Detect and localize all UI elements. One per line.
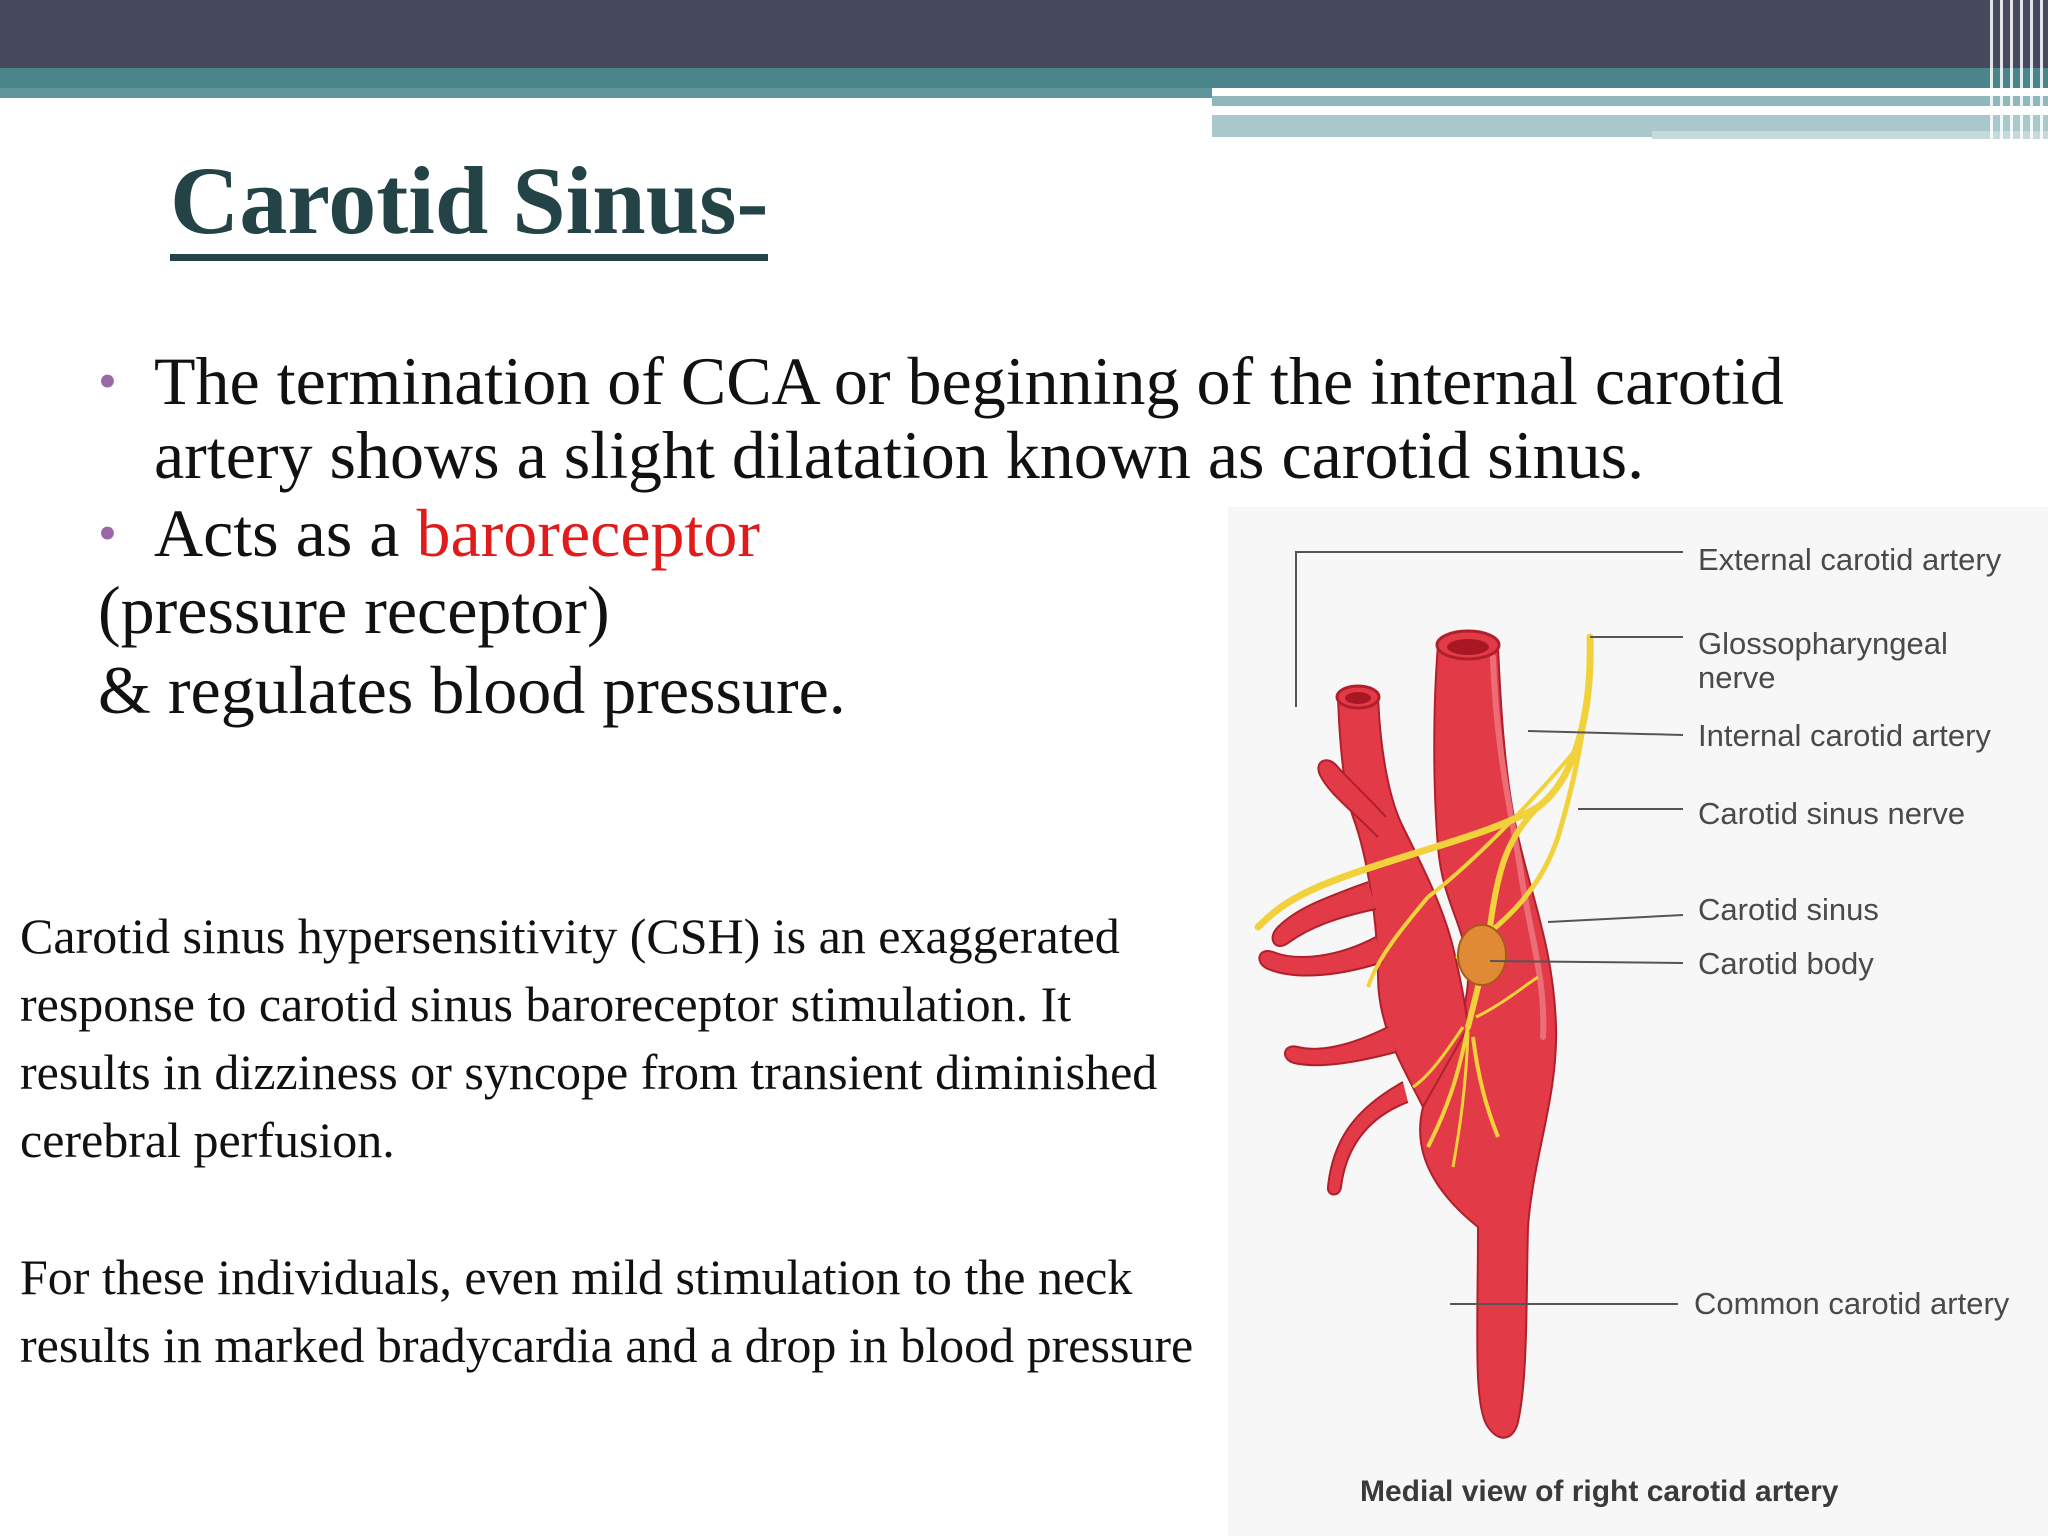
header-band-light: [1212, 96, 2048, 106]
slide-title: Carotid Sinus-: [170, 148, 768, 261]
csh-effects-paragraph: For these individuals, even mild stimulation to the neck results in marked bradycardia and a drop in blood pressure: [20, 1249, 1194, 1373]
label-internal-carotid-artery: Internal carotid artery: [1698, 718, 1991, 753]
label-carotid-body: Carotid body: [1698, 946, 1874, 981]
bullet-continuation-regulates: & regulates blood pressure.: [98, 652, 846, 728]
label-carotid-sinus-nerve: Carotid sinus nerve: [1698, 796, 1966, 831]
baroreceptor-highlight: baroreceptor: [416, 495, 761, 571]
bullet-text-prefix: Acts as a: [154, 495, 417, 571]
bullet-continuation-pressure-receptor: (pressure receptor): [98, 572, 610, 648]
header-band-teal: [0, 68, 2048, 88]
label-glossopharyngeal-nerve-line1: Glossopharyngeal: [1698, 626, 1948, 661]
carotid-artery-illustration: [1228, 507, 2048, 1536]
bullet-text: The termination of CCA or beginning of the internal carotid artery shows a slight dilatation known as carotid sinus.: [154, 343, 1784, 493]
label-external-carotid-artery: External carotid artery: [1698, 542, 2002, 577]
carotid-artery-figure: [1228, 507, 2048, 1536]
header-band-dark: [0, 0, 2048, 68]
figure-caption: Medial view of right carotid artery: [1360, 1475, 1839, 1508]
bullet-marker: •: [98, 351, 117, 411]
label-carotid-sinus: Carotid sinus: [1698, 892, 1879, 927]
csh-definition-paragraph: Carotid sinus hypersensitivity (CSH) is an exaggerated response to carotid sinus baroreceptor stimulation. It results in dizziness or syncope from transient diminished cerebral perfusion.: [20, 908, 1158, 1168]
carotid-body-shape: [1458, 925, 1506, 985]
header-vertical-stripes: [1986, 0, 2048, 139]
label-common-carotid-artery: Common carotid artery: [1694, 1286, 2010, 1321]
header-band-teal-secondary: [0, 88, 1212, 98]
bullet-marker: •: [98, 503, 117, 563]
header-divider-line: [1212, 110, 1898, 115]
bullet-item-carotid-sinus-definition: [98, 344, 1858, 492]
label-glossopharyngeal-nerve-line2: nerve: [1698, 660, 1776, 695]
